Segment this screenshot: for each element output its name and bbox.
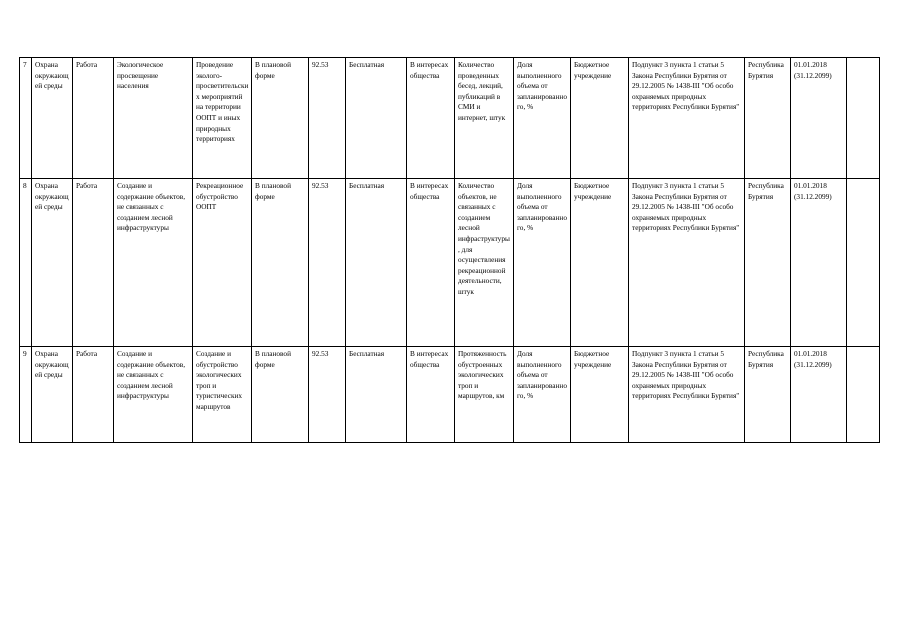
table-row [20,347,880,443]
government-level: Республика Бурятия [745,179,791,347]
provision-form: В плановой форме [252,179,309,347]
institution-type: Бюджетное учреждение [571,347,629,443]
row-number: 9 [20,347,32,443]
okved-code: 92.53 [309,179,346,347]
institution-type: Бюджетное учреждение [571,58,629,179]
extra-cell [847,179,880,347]
effective-date: 01.01.2018 (31.12.2099) [791,179,847,347]
service-content: Создание и обустройство экологических троп и туристических маршрутов [193,347,252,443]
volume-indicator: Количество проведенных бесед, лекций, публикаций в СМИ и интернет, штук [455,58,514,179]
service-name: Создание и содержание объектов, не связанных с созданием лесной инфраструктуры [114,347,193,443]
payment-type: Бесплатная [346,347,407,443]
legal-basis: Подпункт 3 пункта 1 статьи 5 Закона Республики Бурятия от 29.12.2005 № 1438-III "Об особо охраняемых природных территориях Республики Бурятия" [629,179,745,347]
provision-form: В плановой форме [252,58,309,179]
government-level: Республика Бурятия [745,58,791,179]
volume-indicator: Протяженность обустроенных экологических троп и маршрутов, км [455,347,514,443]
row-number: 7 [20,58,32,179]
payment-type: Бесплатная [346,179,407,347]
okved-code: 92.53 [309,58,346,179]
activity-area: Охрана окружающей среды [32,347,73,443]
consumer-category: В интересах общества [407,179,455,347]
effective-date: 01.01.2018 (31.12.2099) [791,58,847,179]
row-number: 8 [20,179,32,347]
table-row [20,58,880,179]
quality-indicator: Доля выполненного объема от запланированного, % [514,347,571,443]
effective-date: 01.01.2018 (31.12.2099) [791,347,847,443]
service-name: Создание и содержание объектов, не связанных с созданием лесной инфраструктуры [114,179,193,347]
provision-form: В плановой форме [252,347,309,443]
legal-basis: Подпункт 3 пункта 1 статьи 5 Закона Республики Бурятия от 29.12.2005 № 1438-III "Об особо охраняемых природных территориях Республики Бурятия" [629,347,745,443]
quality-indicator: Доля выполненного объема от запланированного, % [514,58,571,179]
service-kind: Работа [73,347,114,443]
service-kind: Работа [73,58,114,179]
services-table [19,57,880,443]
legal-basis: Подпункт 3 пункта 1 статьи 5 Закона Республики Бурятия от 29.12.2005 № 1438-III "Об особо охраняемых природных территориях Республики Бурятия" [629,58,745,179]
consumer-category: В интересах общества [407,58,455,179]
payment-type: Бесплатная [346,58,407,179]
consumer-category: В интересах общества [407,347,455,443]
okved-code: 92.53 [309,347,346,443]
service-name: Экологическое просвещение населения [114,58,193,179]
activity-area: Охрана окружающей среды [32,58,73,179]
extra-cell [847,58,880,179]
service-content: Проведение эколого-просветительских мероприятий на территории ООПТ и иных природных территориях [193,58,252,179]
extra-cell [847,347,880,443]
quality-indicator: Доля выполненного объема от запланированного, % [514,179,571,347]
table-row [20,179,880,347]
volume-indicator: Количество объектов, не связанных с созданием лесной инфраструктуры, для осуществления рекреационной деятельности, штук [455,179,514,347]
institution-type: Бюджетное учреждение [571,179,629,347]
service-content: Рекреационное обустройство ООПТ [193,179,252,347]
service-kind: Работа [73,179,114,347]
activity-area: Охрана окружающей среды [32,179,73,347]
government-level: Республика Бурятия [745,347,791,443]
